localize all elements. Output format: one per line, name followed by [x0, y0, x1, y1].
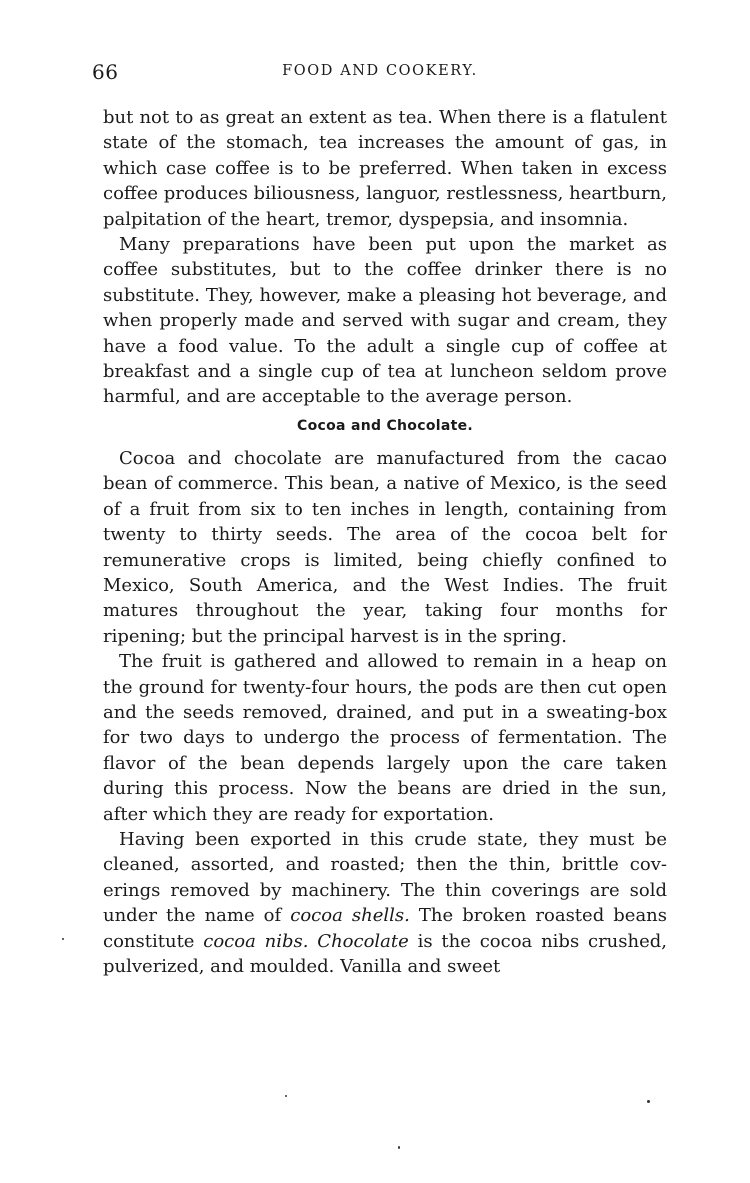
paragraph-coffee-effects: but not to as great an extent as tea. When there is a flatulent state of the stomach, tea increases the amount of gas, in which case coffee is to be preferred. When taken in excess coffee produces biliousness, languor, restlessness, heartburn, palpitation of the heart, tremor, dyspepsia, and insomnia.	[103, 107, 667, 230]
running-head	[92, 60, 668, 88]
paragraph-fermentation: The fruit is gathered and allowed to remain in a heap on the ground for twenty-four hours, the pods are then cut open and the seeds removed, drained, and put in a sweating-box for two days to undergo the process of fermentation. The flavor of the bean depends largely upon the care taken during this process. Now the beans are dried in the sun, after which they are ready for exportation.	[103, 651, 667, 825]
processing-text-4: is the cocoa nibs crushed, pulverized, and moulded. Vanilla and sweet	[103, 930, 667, 977]
print-speck	[62, 938, 64, 940]
term-cocoa-nibs: cocoa nibs.	[203, 930, 309, 952]
processing-text-2: The broken roasted beans constitute	[103, 905, 668, 952]
term-chocolate: Chocolate	[317, 930, 409, 952]
running-title: FOOD AND COOKERY.	[282, 63, 478, 79]
paragraph-cacao-bean: Cocoa and chocolate are manufactured from the cacao bean of commerce. This bean, a native of Mexico, is the seed of a fruit from six to ten inches in length, containing from twenty to thirty seeds. The area of the cocoa belt for remunerative crops is limited, being chiefly confined to Mexico, South America, and the West Indies. The fruit matures throughout the year, taking four months for ripening; but the principal harvest is in the spring.	[103, 447, 667, 647]
paragraph-processing	[103, 827, 667, 979]
processing-text-1: Having been exported in this crude state, they must be cleaned, assorted, and roasted; then the thin, brittle coverings removed by machinery. The thin coverings are sold under the name of	[103, 828, 667, 927]
print-speck	[647, 1100, 650, 1103]
section-heading: Cocoa and Chocolate.	[297, 417, 473, 434]
body-text	[103, 105, 667, 979]
print-speck	[285, 1095, 287, 1097]
page-number: 66	[92, 60, 119, 84]
print-speck	[398, 1146, 400, 1149]
paragraph-coffee-substitutes: Many preparations have been put upon the market as coffee substitutes, but to the coffee drinker there is no substitute. They, however, make a pleasing hot beverage, and when properly made and served with sugar and cream, they have a food value. To the adult a single cup of coffee at breakfast and a single cup of tea at luncheon seldom prove harmful, and are acceptable to the average person.	[103, 234, 667, 408]
term-cocoa-shells: cocoa shells.	[290, 905, 410, 927]
processing-text-3	[308, 931, 317, 952]
